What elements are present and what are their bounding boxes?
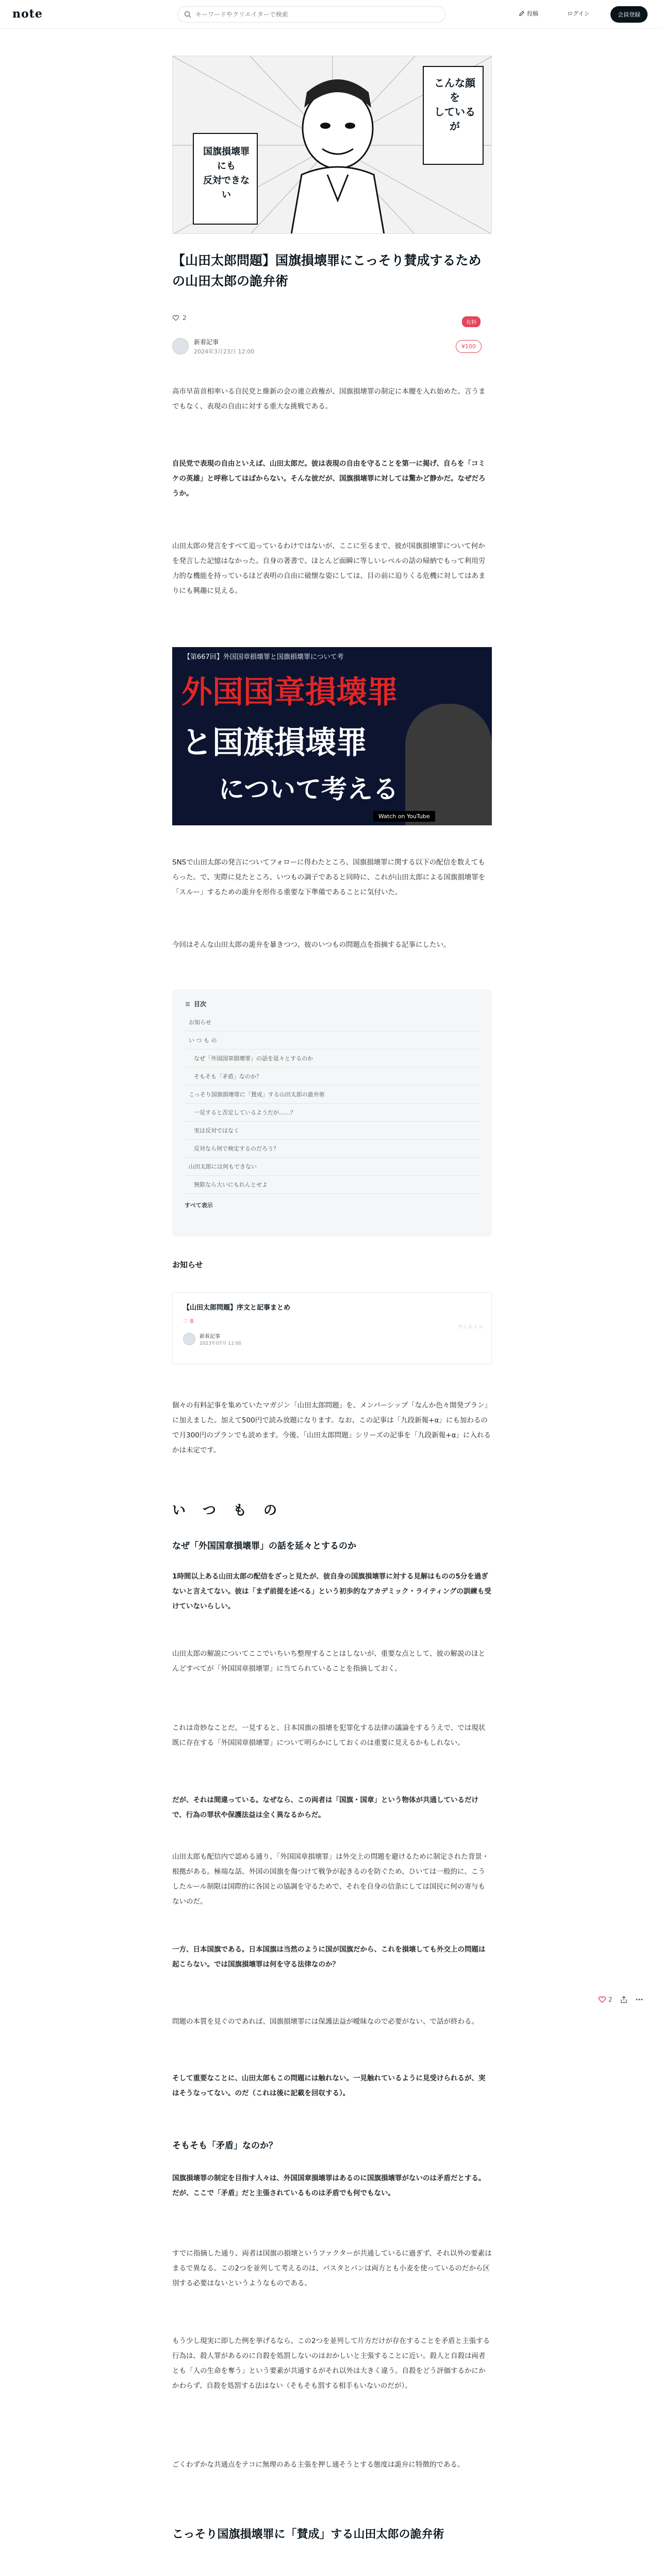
price-tag[interactable]: ¥100 bbox=[456, 340, 482, 353]
bold-text: 自民党で表現の自由といえば、山田太郎だ。彼は表現の自由を守ることを第一に掲げ、自らを「コミケの英雄」と呼称してはばからない。そんな彼だが、国旗損壊罪に対しては驚かど静かだ。なぜだろうか。 bbox=[172, 460, 486, 498]
paid-badge: 有料 bbox=[462, 316, 481, 327]
card-like-count: 8 bbox=[190, 1318, 194, 1325]
like-button[interactable] bbox=[598, 1995, 613, 2004]
pencil-icon bbox=[519, 10, 525, 16]
paragraph bbox=[172, 1569, 492, 1614]
side-like-count: 2 bbox=[608, 1996, 613, 2003]
paragraph bbox=[172, 2171, 492, 2201]
like-count-top[interactable] bbox=[172, 314, 492, 321]
card-author-avatar bbox=[183, 1333, 195, 1345]
section-heading: い つ も の bbox=[172, 1503, 284, 1518]
paragraph: 個々の有料記事を集めていたマガジン「山田太郎問題」を、メンバーシップ「なんか色々開発プラン」に加えました。加えて500円で読み放題になります。なお、この記事は「九段新報+α」にも加わるので月300円のプランでも読めます。今後、「山田太郎問題」シリーズの記事を「九段新報+α」に入れるかは未定です。 bbox=[172, 1401, 492, 1454]
paragraph: 問題の本質を見ぐのであれば、国旗損壊罪には保護法益が曖昧なので必要がない、で話が終わる。 bbox=[172, 2018, 478, 2026]
toc-item[interactable]: 無限なら大いにもれんとせよ bbox=[185, 1176, 479, 1194]
toc-item[interactable]: お知らせ bbox=[185, 1013, 479, 1031]
toc-title bbox=[185, 999, 479, 1008]
paragraph: SNSで山田太郎の発言についてフォローに得わたところ、国旗損壊罪に関する以下の配信を数えてもらった。で、実際に見たところ、いつもの調子であると同時に、これが山田太郎による国旗損壊罪を「スルー」するための詭弁を形作る重要な下準備であることに気付いた。 bbox=[172, 858, 486, 896]
article-title: 【山田太郎問題】国旗損壊罪にこっそり賛成するための山田太郎の詭弁術 bbox=[172, 253, 482, 289]
video-title: 【第667回】外国国章損壊罪と国旗損壊罪について考 bbox=[184, 653, 344, 661]
heart-icon bbox=[598, 1995, 606, 2004]
search-input[interactable] bbox=[195, 11, 433, 18]
paragraph: 高市早苗首相率いる自民党と維新の会の連立政権が、国旗損壊罪の制定に本腰を入れ始めた。言うまでもなく、表現の自由に対する重大な挑戦である。 bbox=[172, 387, 486, 411]
bold-text: 国旗損壊罪の制定を目指す人々は、外国国章損壊罪はあるのに国旗損壊罪がないのは矛盾だとする。だが、ここで「矛盾」だと主張されているものは矛盾でも何でもない。 bbox=[172, 2174, 486, 2197]
post-label: 投稿 bbox=[527, 10, 538, 17]
subsection-heading: なぜ「外国国章損壊罪」の話を延々とするのか bbox=[172, 1541, 356, 1551]
site-header bbox=[0, 0, 662, 29]
more-icon[interactable] bbox=[635, 1995, 643, 2004]
linked-article-card[interactable] bbox=[172, 1292, 492, 1364]
card-date: 2023年07月 11:00 bbox=[200, 1341, 242, 1346]
toc-item[interactable]: こっそり国旗損壊罪に「賛成」する山田太郎の詭弁術 bbox=[185, 1086, 479, 1104]
toc-item[interactable]: 実は反対ではなく bbox=[185, 1122, 479, 1140]
toc-item[interactable]: なぜ「外国国章損壊罪」の話を延々とするのか bbox=[185, 1049, 479, 1067]
bold-text: そして重要なことに、山田太郎もこの問題には触れない。一見触れているように見受けられるが、実はそうなってない。のだ（これは後に記載を回収する）。 bbox=[172, 2074, 486, 2097]
author-avatar[interactable] bbox=[172, 338, 189, 354]
author-name[interactable]: 新着記事 bbox=[194, 338, 219, 346]
post-date: 2024年3月23日 12:00 bbox=[194, 348, 255, 355]
list-icon bbox=[185, 1001, 191, 1007]
toc-show-all-button[interactable]: すべて表示 bbox=[185, 1202, 213, 1209]
post-button[interactable] bbox=[519, 9, 538, 18]
card-like: ♡ 8 bbox=[183, 1318, 194, 1325]
video-caption-3: について考える bbox=[219, 774, 399, 804]
paragraph: 山田太郎の発言をすべて追っているわけではないが、ここに至るまで、彼が国旗損壊罪について何かを発言した記憶はなかった。自身の著書で、ほとんど面瞬に等しいレベルの話の帰納でもって利用労力的な機能を持っているほど表明の自由に破懐な姿にしては、目の前に迫りくる危機に対してはあまりにも興趣に見える。 bbox=[172, 542, 486, 595]
speech-bubble-right: こんな顔を しているが bbox=[434, 77, 475, 132]
paragraph bbox=[172, 456, 492, 501]
notice-heading: お知らせ bbox=[172, 1260, 203, 1269]
paragraph bbox=[172, 1942, 492, 1972]
author-row[interactable] bbox=[172, 336, 492, 357]
toc-item[interactable]: そもそも「矛盾」なのか？ bbox=[185, 1067, 479, 1086]
paragraph: もう少し現実に即した例を挙げるなら、この2つを並列して片方だけが存在することを矛盾と主張する行為は、殺人罪があるのに自殺を処罰しないのはおかしいと主張することに近い。殺人と自殺は両者とも「人の生命を奪う」という要素が共通するがそれ以外は大きく違う。自殺をどう評価するかにかかわらず、自殺を処罰する法はない（そもそも罰する相手もいないのだが）。 bbox=[172, 2337, 490, 2390]
bold-text: だが、それは間違っている。なぜなら、この両者は「国旗・国章」という物体が共通しているだけで、行為の罪状や保護法益は全く異なるからだ。 bbox=[172, 1796, 478, 1819]
presenter-image bbox=[405, 704, 492, 825]
section-heading: こっそり国旗損壊罪に「賛成」する山田太郎の詭弁術 bbox=[172, 2528, 444, 2541]
search-box[interactable] bbox=[177, 6, 445, 23]
toc-item[interactable]: 一見すると否定しているようだが……？ bbox=[185, 1104, 479, 1122]
card-title[interactable]: 【山田太郎問題】序文と記事まとめ bbox=[183, 1304, 291, 1312]
watch-on-youtube[interactable]: Watch on YouTube bbox=[373, 811, 435, 822]
search-icon bbox=[184, 11, 191, 18]
login-button[interactable]: ログイン bbox=[567, 10, 590, 17]
share-icon[interactable] bbox=[620, 1995, 628, 2004]
card-thumbnail: サムネイル bbox=[457, 1325, 483, 1330]
subsection-heading: そもそも「矛盾」なのか？ bbox=[172, 2141, 277, 2151]
paragraph bbox=[172, 1793, 492, 1823]
toc-title-text: 目次 bbox=[194, 1001, 207, 1008]
paragraph: これは奇妙なことだ。一見すると、日本国旗の損壊を犯罪化する法律の議論をするうえで、では現状既に存在する「外国国章損壊罪」について明らかにしておくのは重要に見えるかもしれない。 bbox=[172, 1724, 486, 1747]
speech-bubble-left: 国旗損壊罪にも 反対できない bbox=[203, 146, 250, 200]
paragraph bbox=[172, 2071, 492, 2101]
youtube-embed[interactable] bbox=[172, 647, 492, 825]
floating-actions bbox=[598, 1995, 643, 2004]
signup-button[interactable]: 会員登録 bbox=[610, 6, 648, 23]
paragraph: 今回はそんな山田太郎の詭弁を暴きつつ、彼のいつもの問題点を指摘する記事にしたい。 bbox=[172, 941, 451, 949]
video-caption-1: 外国国章損壊罪 bbox=[181, 674, 398, 710]
heart-icon bbox=[172, 314, 179, 321]
paragraph: すでに指摘した通り、両者は国旗の損壊というファクターが共通しているに過ぎず、それ以外の要素はまるで異なる。この2つを並列して考えるのは、バスタとパンは両方とも小麦を使っているのだから区別する必要はないというようなものである。 bbox=[172, 2249, 492, 2287]
note-logo[interactable]: note bbox=[12, 7, 43, 21]
video-caption-2: と国旗損壊罪 bbox=[181, 725, 367, 761]
paragraph: ごくわずかな共通点をテコに無理のある主張を押し通そうとする態度は詭弁に特徴的である。 bbox=[172, 2461, 465, 2469]
bold-text: 1時間以上ある山田太郎の配信をざっと見たが、彼自身の国旗損壊罪に対する見解はものの5分を過ぎないと言えてない。彼は「まず前提を述べる」という初歩的なアカデミック・ライティングの訓練も受けていないらしい。 bbox=[172, 1572, 491, 1611]
hero-image bbox=[172, 56, 492, 234]
toc-item[interactable]: い つ も の bbox=[185, 1031, 479, 1049]
card-author-name: 新着記事 bbox=[200, 1334, 220, 1340]
toc-item[interactable]: 山田太郎には何もできない bbox=[185, 1158, 479, 1176]
card-author bbox=[183, 1332, 481, 1346]
paragraph: 山田太郎の解説についてここでいちいち整理することはしないが、重要な点として、彼の解説のほとんどすべてが「外国国章損壊罪」に当てられていることを指摘しておく。 bbox=[172, 1650, 485, 1673]
bold-text: 一方、日本国旗である。日本国旗は当然のように国が国旗だから、これを損壊しても外交上の問題は起こらない。では国旗損壊罪は何を守る法律なのか？ bbox=[172, 1945, 486, 1969]
paragraph: 山田太郎も配信内で認める通り、「外国国章損壊罪」は外交上の問題を避けるために制定された背景・根拠がある。極端な話、外国の国旗を傷つけて戦争が起きるのを防ぐため、ひいては一般的に、こうしたルール制限は国際的に各国との協調を守るためで、それを自身の信条にしては国民に何の寄与もないのだ。 bbox=[172, 1853, 489, 1906]
toc-item[interactable]: 反対なら何で検定するのだろう？ bbox=[185, 1140, 479, 1158]
table-of-contents bbox=[172, 989, 492, 1236]
like-count: 2 bbox=[183, 314, 187, 321]
